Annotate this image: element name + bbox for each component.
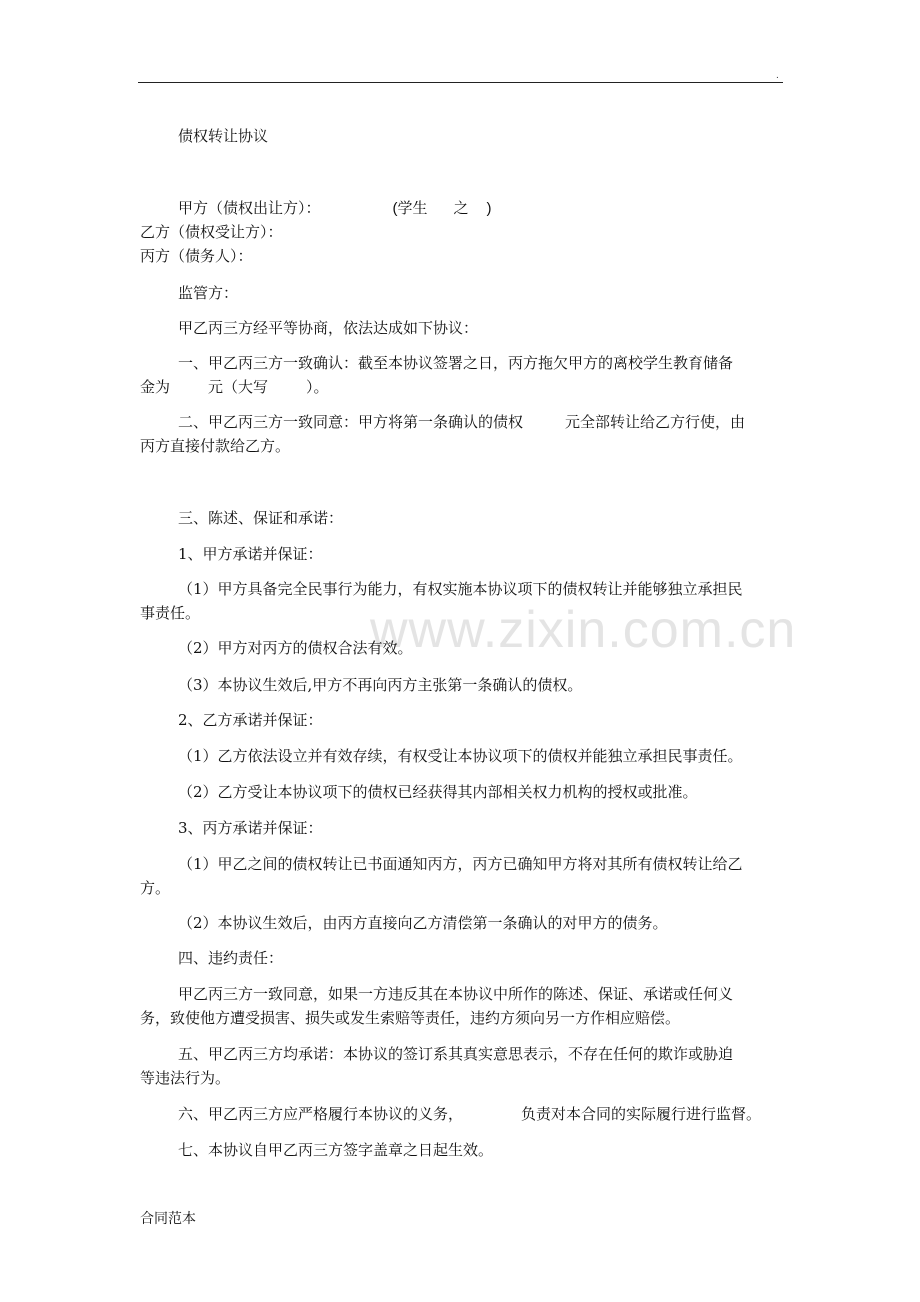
party-c-label: 丙方（债务人）： bbox=[140, 247, 253, 265]
page-footer: 合同范本 bbox=[140, 1211, 196, 1227]
clause-4-heading: 四、违约责任： bbox=[178, 949, 284, 967]
clause-2-line-1 bbox=[178, 411, 785, 433]
clause-2-text-b: 元全部转让给乙方行使，由 bbox=[565, 413, 746, 431]
clause-1-amount-label: 金为 bbox=[140, 378, 171, 396]
clause-3-heading: 三、陈述、保证和承诺： bbox=[178, 509, 344, 527]
clause-3-1-item-1-line-2: 事责任。 bbox=[140, 604, 201, 622]
clause-3-1-item-2: （2）甲方对丙方的债权合法有效。 bbox=[178, 639, 413, 657]
supervisor-label: 监管方： bbox=[178, 284, 239, 302]
clause-6-text-a: 六、甲乙丙三方应严格履行本协议的义务， bbox=[178, 1105, 464, 1123]
clause-5-line-2: 等违法行为。 bbox=[140, 1069, 231, 1087]
clause-3-2-item-2: （2）乙方受让本协议项下的债权已经获得其内部相关权力机构的授权或批准。 bbox=[178, 783, 698, 801]
header-rule bbox=[138, 82, 783, 83]
clause-4-line-1: 甲乙丙三方一致同意，如果一方违反其在本协议中所作的陈述、保证、承诺或任何义 bbox=[178, 985, 734, 1003]
party-a-note-open: (学生 bbox=[392, 200, 428, 217]
clause-3-3-heading: 3、丙方承诺并保证： bbox=[178, 819, 323, 837]
intro-paragraph: 甲乙丙三方经平等协商，依法达成如下协议： bbox=[178, 319, 479, 337]
party-b-label: 乙方（债权受让方）： bbox=[140, 223, 283, 241]
clause-6-text-b: 负责对本合同的实际履行进行监督。 bbox=[521, 1105, 762, 1123]
clause-3-1-item-1-line-1: （1）甲方具备完全民事行为能力，有权实施本协议项下的债权转让并能够独立承担民 bbox=[178, 580, 743, 598]
clause-3-3-item-1-line-1: （1）甲乙之间的债权转让已书面通知丙方，丙方已确知甲方将对其所有债权转让给乙 bbox=[178, 855, 743, 873]
clause-3-1-item-3: （3）本协议生效后,甲方不再向丙方主张第一条确认的债权。 bbox=[178, 676, 583, 694]
clause-3-2-heading: 2、乙方承诺并保证： bbox=[178, 711, 323, 729]
party-a-line bbox=[178, 197, 785, 220]
clause-4-line-2: 务，致使他方遭受损害、损失或发生索赔等责任，违约方须向另一方作相应赔偿。 bbox=[140, 1009, 681, 1027]
clause-2-text-a: 二、甲乙丙三方一致同意：甲方将第一条确认的债权 bbox=[178, 413, 524, 431]
clause-1-capital-label: 元（大写 bbox=[208, 378, 269, 396]
clause-7: 七、本协议自甲乙丙三方签字盖章之日起生效。 bbox=[178, 1141, 494, 1159]
party-a-note-close: ) bbox=[486, 200, 492, 217]
clause-3-2-item-1: （1）乙方依法设立并有效存续，有权受让本协议项下的债权并能独立承担民事责任。 bbox=[178, 747, 743, 765]
watermark: www.zixin.com.cn bbox=[370, 601, 797, 659]
clause-1-close: ）。 bbox=[306, 378, 329, 396]
clause-3-3-item-2: （2）本协议生效后，由丙方直接向乙方清偿第一条确认的对甲方的债务。 bbox=[178, 914, 668, 932]
party-a-label: 甲方（债权出让方）： bbox=[178, 199, 321, 217]
document-title: 债权转让协议 bbox=[178, 127, 269, 145]
clause-3-1-heading: 1、甲方承诺并保证： bbox=[178, 545, 323, 563]
clause-5-line-1: 五、甲乙丙三方均承诺：本协议的签订系其真实意思表示，不存在任何的欺诈或胁迫 bbox=[178, 1045, 734, 1063]
header-mark: . bbox=[776, 70, 779, 81]
party-a-note-mid: 之 bbox=[453, 199, 469, 217]
clause-3-3-item-1-line-2: 方。 bbox=[140, 879, 171, 897]
clause-6-line-1 bbox=[178, 1103, 785, 1125]
clause-2-line-2: 丙方直接付款给乙方。 bbox=[140, 437, 291, 455]
clause-1-line-1: 一、甲乙丙三方一致确认：截至本协议签署之日，丙方拖欠甲方的离校学生教育储备 bbox=[178, 354, 734, 372]
clause-1-line-2 bbox=[140, 376, 785, 398]
